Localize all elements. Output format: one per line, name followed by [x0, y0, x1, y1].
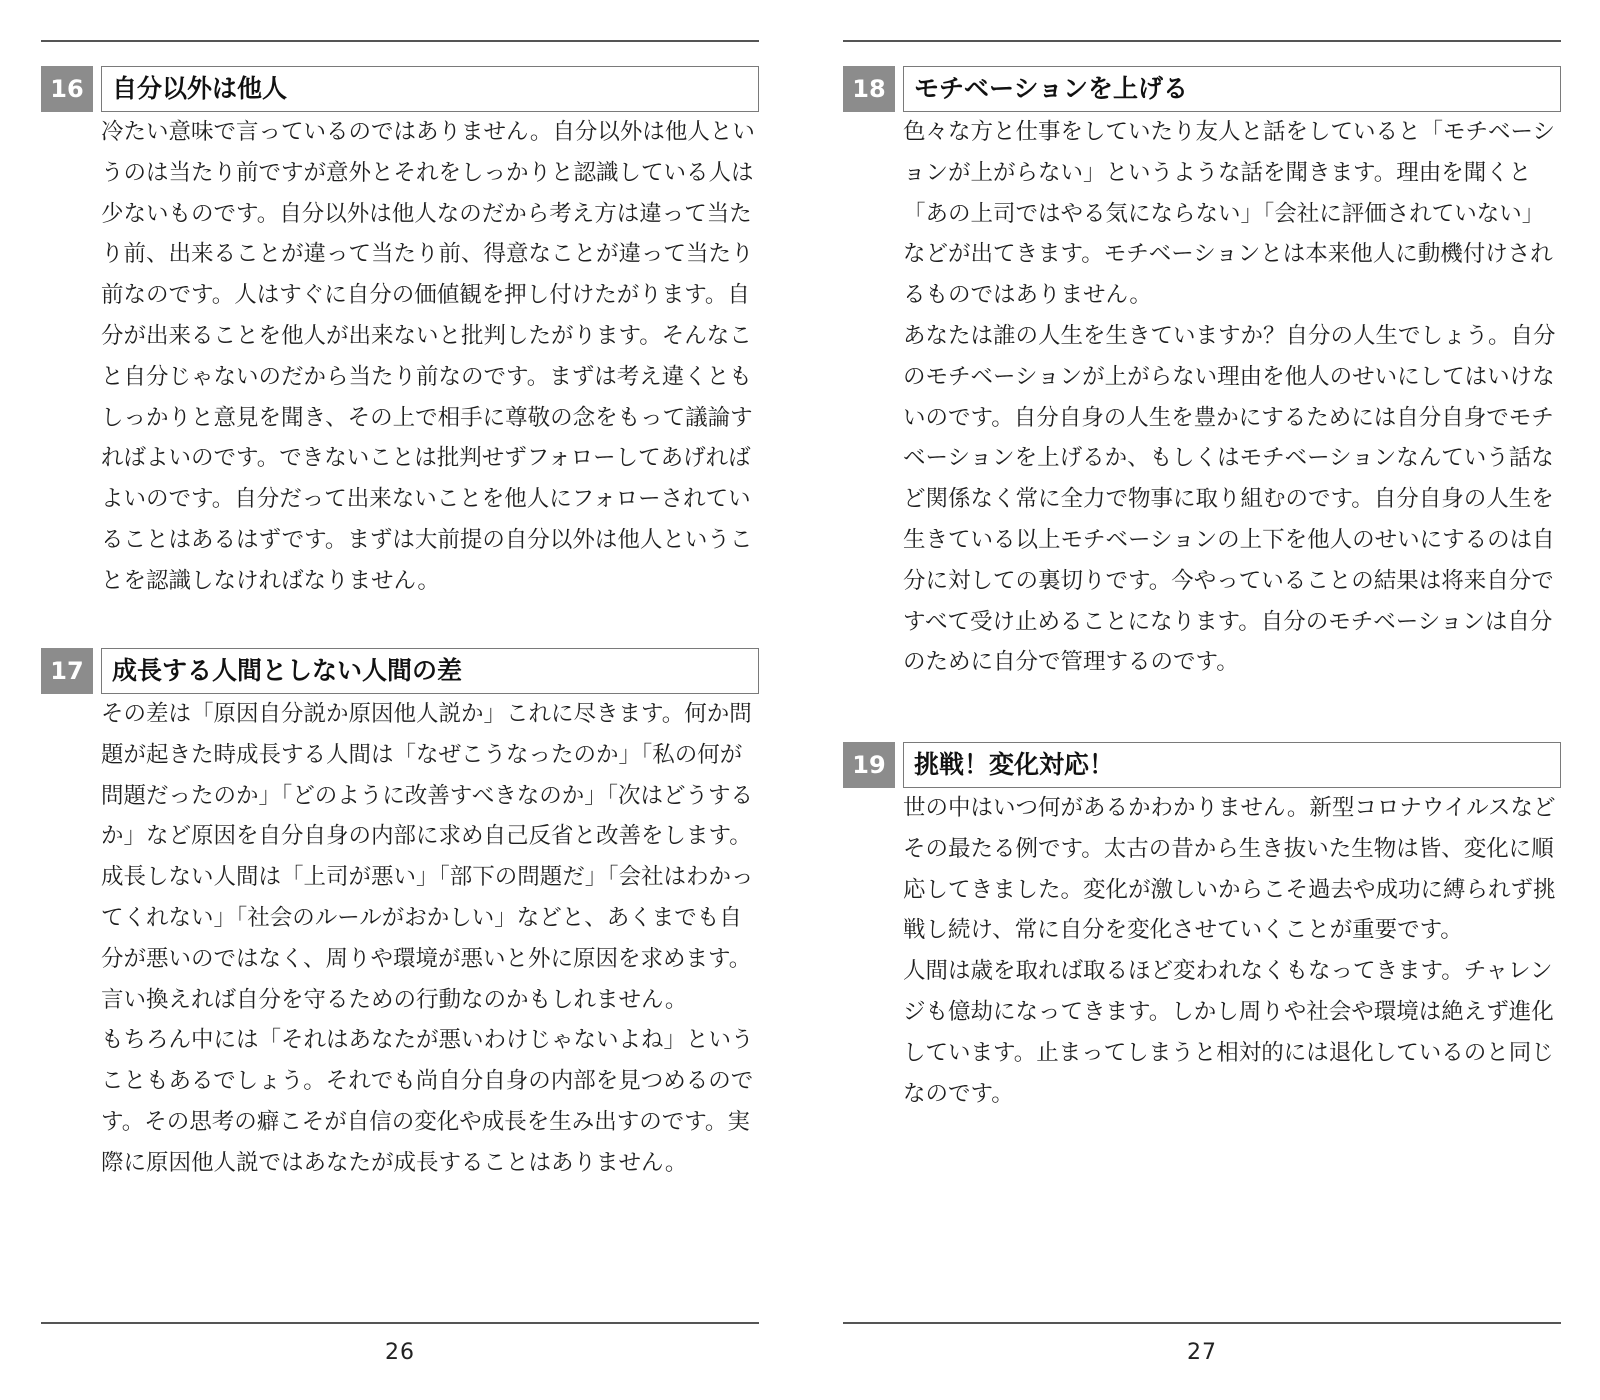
section-title: モチベーションを上げる [914, 74, 1189, 103]
section-body [903, 788, 1561, 1114]
section-paragraph: あなたは誰の人生を生きていますか？自分の人生でしょう。自分のモチベーションが上がらない理由を他人のせいにしてはいけないのです。自分自身の人生を豊かにするためには自分自身でモチベーションを上げるか、もしくはモチベーションなんていう話など関係なく常に全力で物事に取り組むのです。自分自身の人生を生きている以上モチベーションの上下を他人のせいにするのは自分に対しての裏切りです。今やっていることの結果は将来自分ですべて受け止めることになります。自分のモチベーションは自分のために自分で管理するのです。 [903, 322, 1556, 676]
section-paragraph: 人間は歳を取れば取るほど変われなくもなってきます。チャレンジも億劫になってきます。しかし周りや社会や環境は絶えず進化しています。止まってしまうと相対的には退化しているのと同じなのです。 [903, 958, 1554, 1107]
section-title-box [903, 742, 1561, 788]
section-number-badge: 17 [41, 648, 93, 694]
section-paragraph: その差は「原因自分説か原因他人説か」これに尽きます。何か問題が起きた時成長する人間は「なぜこうなったのか」「私の何が問題だったのか」「どのように改善すべきなのか」「次はどうするか」など原因を自分自身の内部に求め自己反省と改善をします。成長しない人間は「上司が悪い」「部下の問題だ」「会社はわかってくれない」「社会のルールがおかしい」などと、あくまでも自分が悪いのではなく、周りや環境が悪いと外に原因を求めます。言い換えれば自分を守るための行動なのかもしれません。 [101, 701, 754, 1013]
top-rule [41, 40, 759, 42]
section-title: 挑戦！変化対応！ [914, 750, 1115, 779]
section-paragraph: もちろん中には「それはあなたが悪いわけじゃないよね」ということもあるでしょう。それでも尚自分自身の内部を見つめるのです。その思考の癖こそが自信の変化や成長を生み出すのです。実際に原因他人説ではあなたが成長することはありません。 [101, 1027, 754, 1176]
section-title-box [101, 66, 759, 112]
section-17 [41, 648, 759, 1184]
section-heading [843, 742, 1561, 788]
section-paragraph: 色々な方と仕事をしていたり友人と話をしていると「モチベーションが上がらない」というような話を聞きます。理由を聞くと「あの上司ではやる気にならない」「会社に評価されていない」などが出てきます。モチベーションとは本来他人に動機付けされるものではありません。 [903, 119, 1556, 309]
section-body [101, 694, 759, 1184]
section-title-box [101, 648, 759, 694]
section-heading [41, 66, 759, 112]
section-title: 自分以外は他人 [112, 74, 288, 103]
section-number-badge: 18 [843, 66, 895, 112]
left-page [41, 0, 759, 1400]
section-number-badge: 19 [843, 742, 895, 788]
right-page [843, 0, 1561, 1400]
section-body [101, 112, 759, 602]
bottom-rule [843, 1322, 1561, 1324]
section-paragraph: 世の中はいつ何があるかわかりません。新型コロナウイルスなどその最たる例です。太古の昔から生き抜いた生物は皆、変化に順応してきました。変化が激しいからこそ過去や成功に縛られず挑戦し続け、常に自分を変化させていくことが重要です。 [903, 795, 1556, 944]
top-rule [843, 40, 1561, 42]
section-paragraph: 冷たい意味で言っているのではありません。自分以外は他人というのは当たり前ですが意外とそれをしっかりと認識している人は少ないものです。自分以外は他人なのだから考え方は違って当たり前、出来ることが違って当たり前、得意なことが違って当たり前なのです。人はすぐに自分の価値観を押し付けたがります。自分が出来ることを他人が出来ないと批判したがります。そんなこと自分じゃないのだから当たり前なのです。まずは考え違くともしっかりと意見を聞き、その上で相手に尊敬の念をもって議論すればよいのです。できないことは批判せずフォローしてあげればよいのです。自分だって出来ないことを他人にフォローされていることはあるはずです。まずは大前提の自分以外は他人ということを認識しなければなりません。 [101, 119, 755, 594]
section-body [903, 112, 1561, 683]
section-number-badge: 16 [41, 66, 93, 112]
section-19 [843, 742, 1561, 1114]
page-number: 26 [385, 1340, 415, 1365]
section-16 [41, 66, 759, 602]
page-number: 27 [1187, 1340, 1217, 1365]
section-18 [843, 66, 1561, 683]
section-title: 成長する人間としない人間の差 [112, 656, 463, 685]
section-title-box [903, 66, 1561, 112]
bottom-rule [41, 1322, 759, 1324]
section-heading [41, 648, 759, 694]
section-heading [843, 66, 1561, 112]
